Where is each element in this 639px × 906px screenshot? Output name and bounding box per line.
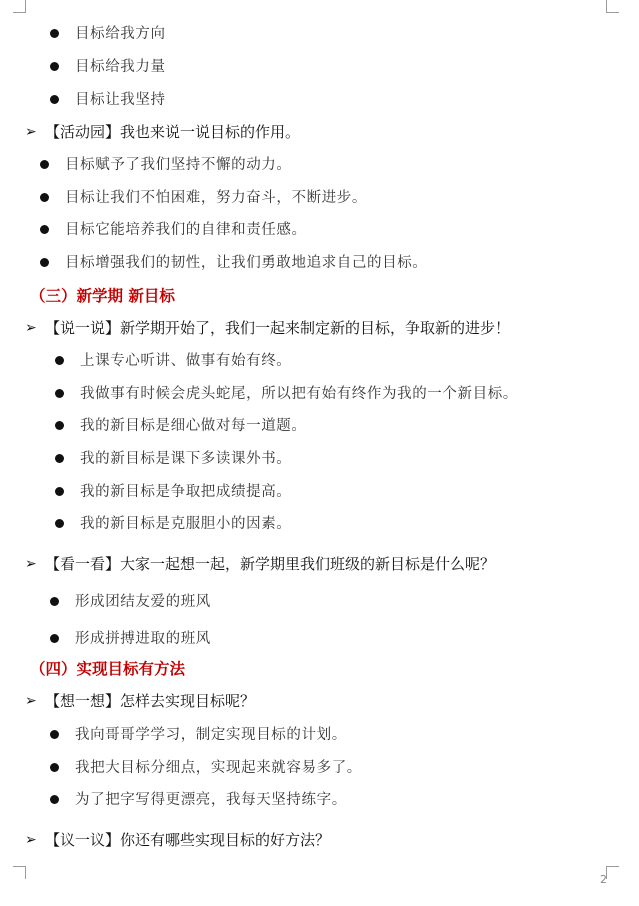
bullet-icon <box>55 356 64 365</box>
bullet-icon <box>55 421 64 430</box>
bullet-icon <box>50 62 59 71</box>
bullet-icon <box>50 730 59 739</box>
bullet-icon <box>50 29 59 38</box>
bullet-icon <box>50 597 59 606</box>
crop-mark-top-right <box>606 0 619 13</box>
bullet-icon <box>55 487 64 496</box>
arrow-bullet-icon: ➢ <box>25 124 37 140</box>
section-heading: （四）实现目标有方法 <box>30 660 186 678</box>
bullet-icon <box>55 519 64 528</box>
document-page: 目标给我方向 目标给我力量 目标让我坚持 ➢ 【活动园】我也来说一说目标的作用。 目标赋予了我们坚持不懈的动力。 目标让我们不怕困难，努力奋斗，不断进步。 目标它能培养我们的自律和责任感。 目标增强我们的韧性，让我们勇敢地追求自己的目标。 （三）新学期 新目标 ➢ 【说一说】新学期开始了，我们一起来制定新的目标，争取新的进步！ 上课专心听讲、做事有始有终。 我做事有时候会虎头蛇尾，所以把有始有终作为我的一个新目标。 我的新目标是细心做对每一道题。 我的新目标是课下多读课外书。 我的新目标是争取把成绩提高。 我的新目标是克服胆小的因素。 ➢ 【看一看】大家一起想一起，新学期里我们班级的新目标是什么呢？ 形成团结友爱的班风 形成拼搏进取的班风 （四）实现目标有方法 ➢ 【想一想】怎样去实现目标呢？ 我向哥哥学学习，制定实现目标的计划。 我把大目标分细点，实现起来就容易多了。 为了把字写得更漂亮，我每天坚持练字。 ➢ 【议一议】你还有哪些实现目标的好方法？ 2 <box>0 0 639 906</box>
bullet-icon <box>55 454 64 463</box>
bullet-icon <box>55 389 64 398</box>
bullet-icon <box>40 193 49 202</box>
bullet-icon <box>40 160 49 169</box>
crop-mark-bottom-right <box>606 866 619 879</box>
bullet-icon <box>50 795 59 804</box>
bullet-icon <box>40 225 49 234</box>
arrow-bullet-icon: ➢ <box>25 693 37 709</box>
bullet-icon <box>40 258 49 267</box>
arrow-bullet-icon: ➢ <box>25 320 37 336</box>
arrow-bullet-icon: ➢ <box>25 556 37 572</box>
bullet-icon <box>50 763 59 772</box>
crop-mark-bottom-left <box>13 866 26 879</box>
crop-mark-top-left <box>13 0 26 13</box>
bullet-icon <box>50 95 59 104</box>
arrow-bullet-icon: ➢ <box>25 832 37 848</box>
bullet-icon <box>50 634 59 643</box>
section-heading: （三）新学期 新目标 <box>30 287 175 305</box>
page-number: 2 <box>600 873 607 886</box>
